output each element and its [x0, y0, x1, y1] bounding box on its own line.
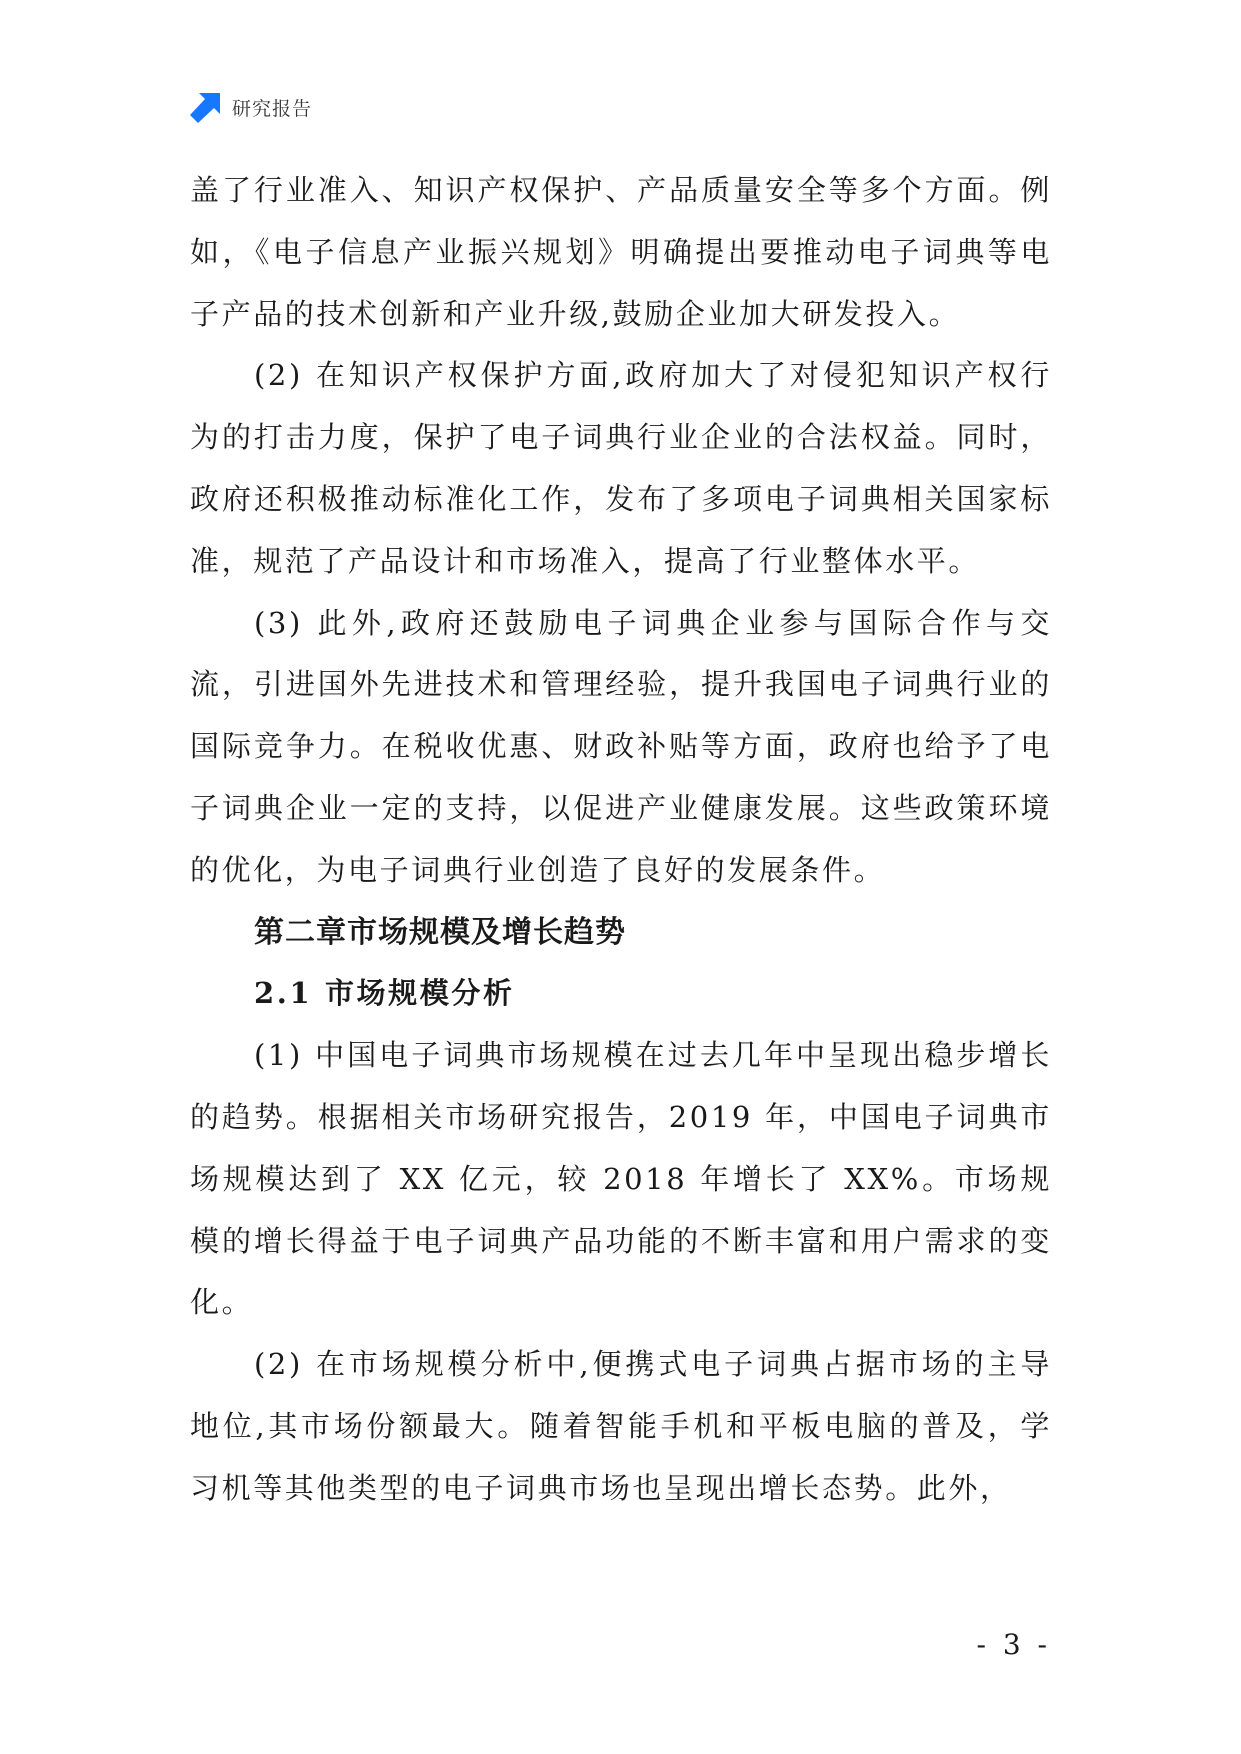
arrow-up-right-icon	[190, 91, 222, 123]
paragraph-section-2: (2) 在市场规模分析中,便携式电子词典占据市场的主导地位,其市场份额最大。随着智能手机和平板电脑的普及，学习机等其他类型的电子词典市场也呈现出增长态势。此外，	[190, 1347, 1052, 1505]
section-heading: 2.1 市场规模分析	[254, 976, 515, 1011]
page-header	[190, 90, 312, 124]
paragraph-intro: 盖了行业准入、知识产权保护、产品质量安全等多个方面。例如，《电子信息产业振兴规划》明确提出要推动电子词典等电子产品的技术创新和产业升级,鼓励企业加大研发投入。	[190, 173, 1052, 331]
header-title: 研究报告	[232, 97, 313, 120]
paragraph-section-1: (1) 中国电子词典市场规模在过去几年中呈现出稳步增长的趋势。根据相关市场研究报告，2019 年，中国电子词典市场规模达到了 XX 亿元，较 2018 年增长了 XX%。市场规模的增长得益于电子词典产品功能的不断丰富和用户需求的变化。	[190, 1038, 1052, 1320]
document-body	[190, 160, 1052, 1520]
page-number: - 3 -	[976, 1628, 1051, 1661]
chapter-heading: 第二章市场规模及增长趋势	[254, 914, 626, 950]
paragraph-2: (2) 在知识产权保护方面,政府加大了对侵犯知识产权行为的打击力度，保护了电子词典行业企业的合法权益。同时，政府还积极推动标准化工作，发布了多项电子词典相关国家标准，规范了产品设计和市场准入，提高了行业整体水平。	[190, 358, 1052, 578]
paragraph-3: (3) 此外,政府还鼓励电子词典企业参与国际合作与交流，引进国外先进技术和管理经验，提升我国电子词典行业的国际竞争力。在税收优惠、财政补贴等方面，政府也给予了电子词典企业一定的支持，以促进产业健康发展。这些政策环境的优化，为电子词典行业创造了良好的发展条件。	[190, 605, 1052, 887]
